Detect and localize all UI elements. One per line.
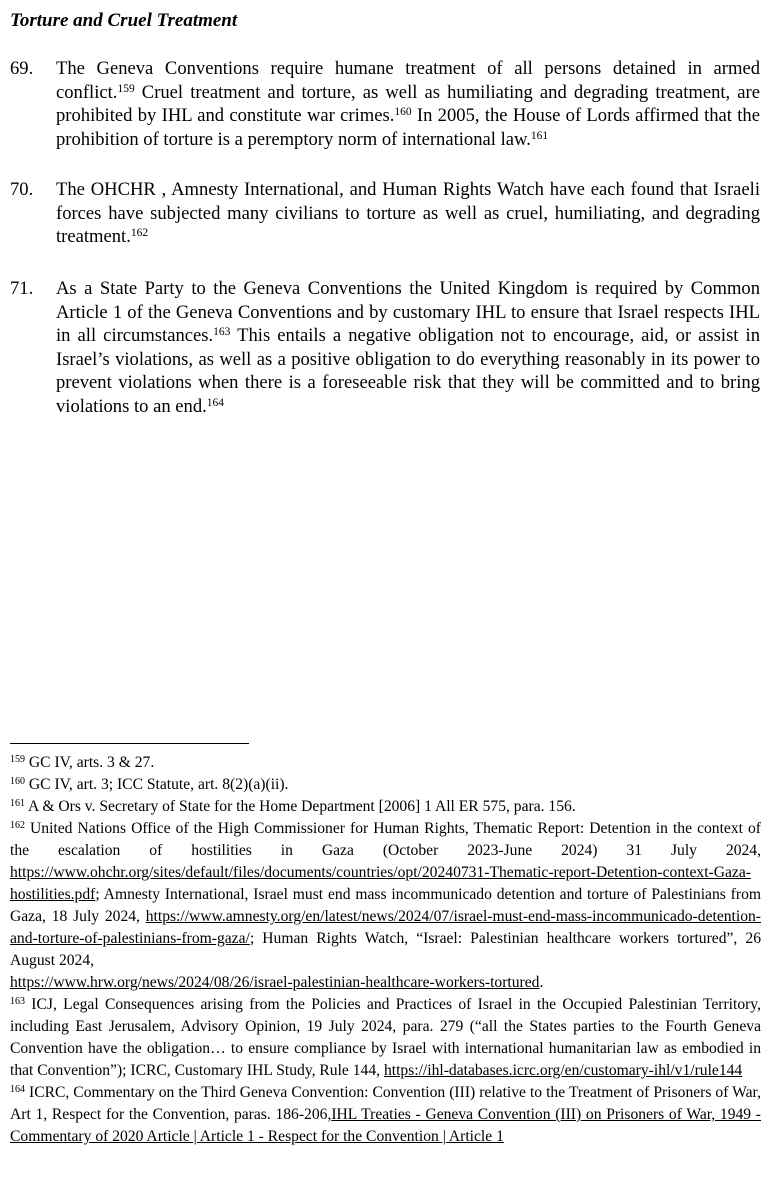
paragraph-number: 70. [10,179,34,200]
footnote-ref[interactable]: 164 [206,396,225,409]
ohchr-report-link[interactable]: https://www.ohchr.org/sites/default/files/documents/countries/opt/20240731-Thematic-report-Detention-context-Gaza-hostilities.pdf [10,864,751,903]
footnote-ref[interactable]: 161 [530,129,549,142]
footnote-160: $^{160}$ GC IV, art. 3; ICC Statute, art. 8(2)(a)(ii). [10,776,289,793]
footnote-163: $^{163}$ ICJ, Legal Consequences arising from the Policies and Practices of Israel in the Occupied Palestinian Territory, including East Jerusalem, Advisory Opinion, 19 July 2024, para. 279 (“all the States parties to the Fourth Geneva Convention have the obligation… to ensure compliance by Israel with international humanitarian law as embodied in that Convention”); ICRC, Customary IHL Study, Rule 144, https://ihl-databases.icrc.org/en/customary-ihl/v1/rule144 [10,996,761,1079]
footnote-separator [10,743,249,744]
icrc-customary-ihl-link[interactable]: https://ihl-databases.icrc.org/en/customary-ihl/v1/rule144 [383,1062,743,1079]
ihl-treaties-link[interactable]: IHL Treaties - Geneva Convention (III) on Prisoners of War, 1949 - Commentary of 2020 Article | Article 1 - Respect for the Convention | Article 1 [10,1106,761,1145]
amnesty-link[interactable]: https://www.amnesty.org/en/latest/news/2024/07/israel-must-end-mass-incommunicado-detention-and-torture-of-palestinians-from-gaza/ [10,908,761,947]
footnote-ref[interactable]: 160 [394,106,412,118]
section-heading: Torture and Cruel Treatment [10,10,238,31]
paragraph-70 [10,178,760,249]
paragraph-number: 71. [10,278,34,299]
footnote-159: $^{159}$ GC IV, arts. 3 & 27. [10,754,155,771]
paragraph-69 [10,57,760,151]
footnote-ref[interactable]: 162 [130,227,149,239]
footnote-164: $^{164}$ ICRC, Commentary on the Third Geneva Convention: Convention (III) relative to the Treatment of Prisoners of War, Art 1, Respect for the Convention, paras. 186-206,IHL Treaties - Geneva Convention (III) on Prisoners of War, 1949 - Commentary of 2020 Article | Article 1 - Respect for the Convention | Article 1 [10,1084,761,1145]
paragraph-number: 69. [10,58,34,79]
footnote-162: $^{162}$ United Nations Office of the High Commissioner for Human Rights, Thematic Report: Detention in the context of the escalation of hostilities in Gaza (October 2023-June 2024) 31 July 2024, https://www.ohchr.org/sites/default/files/documents/countries/opt/20240731-Thematic-report-Detention-context-Gaza-hostilities.pdf; Amnesty International, Israel must end mass incommunicado detention and torture of Palestinians from Gaza, 18 July 2024, https://www.amnesty.org/en/latest/news/2024/07/israel-must-end-mass-incommunicado-detention-and-torture-of-palestinians-from-gaza/; Human Rights Watch, “Israel: Palestinian healthcare workers tortured”, 26 August 2024, https://www.hrw.org/news/2024/08/26/israel-palestinian-healthcare-workers-tortured. [10,820,761,991]
paragraph-text: The OHCHR , Amnesty International, and Human Rights Watch have each found that Israeli forces have subjected many civilians to torture as well as cruel, humiliating, and degrading treatment.$^{162}$ [56,179,760,247]
paragraph-text: The Geneva Conventions require humane treatment of all persons detained in armed conflict.$^{159}$ Cruel treatment and torture, as well as humiliating and degrading treatment, are prohibited by IHL and constitute war crimes.$^{160}$ In 2005, the House of Lords affirmed that the prohibition of torture is a peremptory norm of international law.$^{161}$ [56,58,760,150]
paragraph-text: As a State Party to the Geneva Conventions the United Kingdom is required by Common Article 1 of the Geneva Conventions and by customary IHL to ensure that Israel respects IHL in all circumstances.$^{163}$ This entails a negative obligation not to encourage, aid, or assist in Israel’s violations, as well as a positive obligation to do everything reasonably in its power to prevent violations when there is a foreseeable risk that they will be committed and to bring violations to an end.$^{164}$ [56,278,760,417]
footnote-161: $^{161}$ A & Ors v. Secretary of State for the Home Department [2006] 1 All ER 575, para. 156. [10,798,576,815]
footnotes [10,752,761,1148]
footnote-ref[interactable]: 159 [117,82,135,95]
paragraph-71 [10,277,760,418]
footnote-ref[interactable]: 163 [213,326,231,338]
hrw-link[interactable]: https://www.hrw.org/news/2024/08/26/israel-palestinian-healthcare-workers-tortured [10,974,540,991]
